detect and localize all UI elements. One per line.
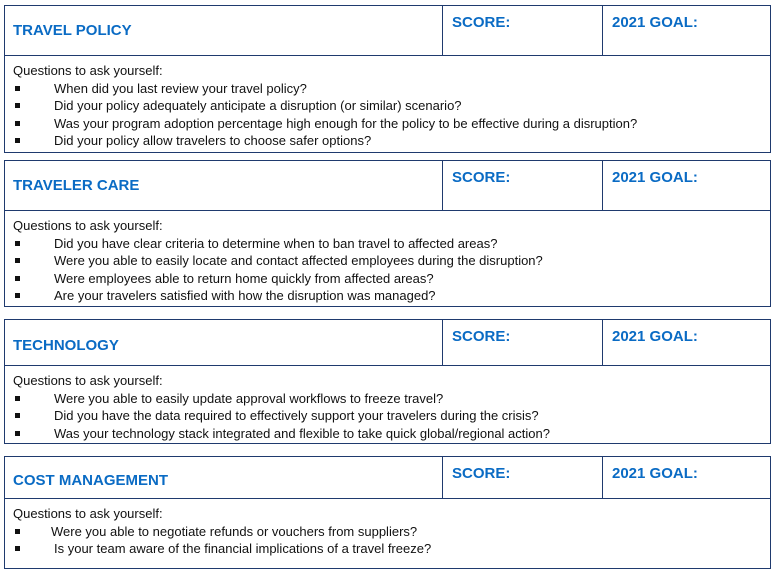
section-title: TRAVEL POLICY xyxy=(13,22,132,39)
score-label: SCORE: xyxy=(442,457,602,498)
list-item: Did your policy allow travelers to choose safer options? xyxy=(13,132,770,150)
questions-list xyxy=(13,235,770,305)
list-item: Did your policy adequately anticipate a disruption (or similar) scenario? xyxy=(13,97,770,115)
list-item: Were you able to negotiate refunds or vouchers from suppliers? xyxy=(13,523,770,541)
section-technology xyxy=(4,319,771,444)
questions-body xyxy=(5,368,770,442)
list-item: Were you able to easily update approval workflows to freeze travel? xyxy=(13,390,770,408)
questions-intro: Questions to ask yourself: xyxy=(13,373,163,388)
list-item: Is your team aware of the financial implications of a travel freeze? xyxy=(13,540,770,558)
section-header xyxy=(5,320,770,366)
list-item: Did you have the data required to effectively support your travelers during the crisis? xyxy=(13,407,770,425)
goal-label: 2021 GOAL: xyxy=(602,457,770,498)
questions-body xyxy=(5,501,770,558)
questions-body xyxy=(5,58,770,150)
goal-label: 2021 GOAL: xyxy=(602,320,770,365)
questions-body xyxy=(5,213,770,305)
questions-intro: Questions to ask yourself: xyxy=(13,218,163,233)
list-item: When did you last review your travel policy? xyxy=(13,80,770,98)
questions-list xyxy=(13,390,770,443)
list-item: Were employees able to return home quickly from affected areas? xyxy=(13,270,770,288)
list-item: Are your travelers satisfied with how the disruption was managed? xyxy=(13,287,770,305)
section-travel-policy xyxy=(4,5,771,153)
section-cost-management xyxy=(4,456,771,569)
section-header xyxy=(5,161,770,211)
section-header xyxy=(5,6,770,56)
list-item: Were you able to easily locate and contact affected employees during the disruption? xyxy=(13,252,770,270)
goal-label: 2021 GOAL: xyxy=(602,6,770,55)
questions-intro: Questions to ask yourself: xyxy=(13,63,163,78)
score-label: SCORE: xyxy=(442,320,602,365)
questions-intro: Questions to ask yourself: xyxy=(13,506,163,521)
section-title: TECHNOLOGY xyxy=(13,337,119,354)
score-label: SCORE: xyxy=(442,161,602,210)
questions-list xyxy=(13,523,770,558)
goal-label: 2021 GOAL: xyxy=(602,161,770,210)
section-traveler-care xyxy=(4,160,771,307)
section-title: COST MANAGEMENT xyxy=(13,472,168,489)
score-label: SCORE: xyxy=(442,6,602,55)
list-item: Did you have clear criteria to determine when to ban travel to affected areas? xyxy=(13,235,770,253)
section-header xyxy=(5,457,770,499)
list-item: Was your program adoption percentage high enough for the policy to be effective during a disruption? xyxy=(13,115,770,133)
section-title: TRAVELER CARE xyxy=(13,177,140,194)
questions-list xyxy=(13,80,770,150)
list-item: Was your technology stack integrated and flexible to take quick global/regional action? xyxy=(13,425,770,443)
